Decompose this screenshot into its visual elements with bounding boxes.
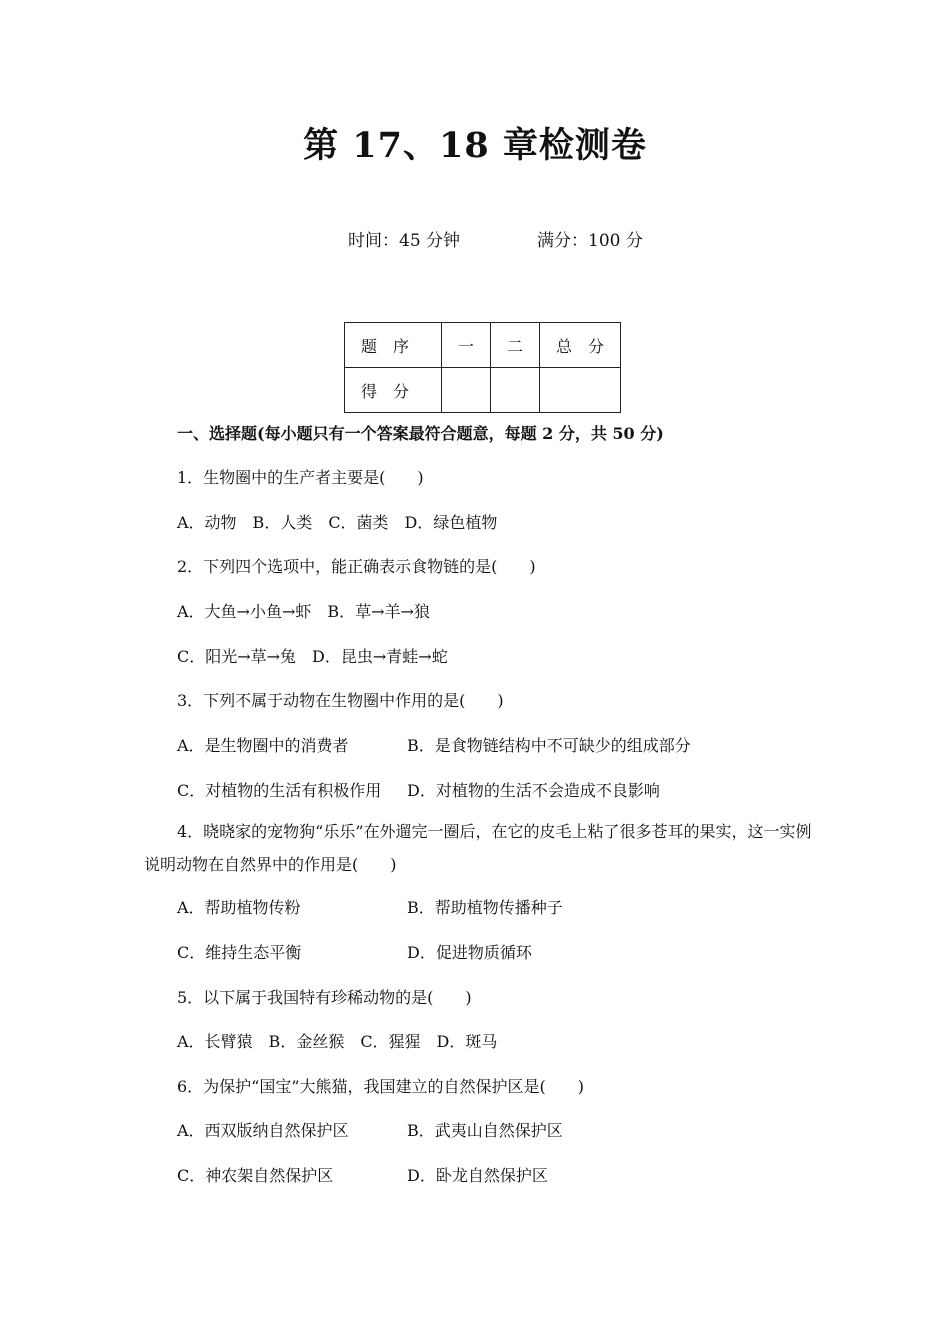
question-6-option-a: A．西双版纳自然保护区 (177, 1121, 349, 1140)
score-table-header-cell: 总 分 (540, 323, 621, 368)
question-3-option-a: A．是生物圈中的消费者 (177, 736, 349, 755)
score-table-score-row (345, 368, 621, 413)
question-3-option-d: D．对植物的生活不会造成不良影响 (407, 781, 660, 800)
question-4-option-b: B．帮助植物传播种子 (407, 898, 563, 917)
question-6-option-c: C．神农架自然保护区 (177, 1166, 334, 1185)
score-table-header-cell: 二 (491, 323, 540, 368)
question-2-stem: 2．下列四个选项中，能正确表示食物链的是( ) (177, 557, 536, 576)
question-2-options-ab: A．大鱼→小鱼→虾 B．草→羊→狼 (177, 602, 430, 621)
question-3-stem: 3．下列不属于动物在生物圈中作用的是( ) (177, 691, 504, 710)
question-1-options: A．动物 B．人类 C．菌类 D．绿色植物 (177, 513, 498, 532)
score-cell-total[interactable] (540, 368, 621, 413)
question-1-stem: 1．生物圈中的生产者主要是( ) (177, 468, 424, 487)
question-4-option-a: A．帮助植物传粉 (177, 898, 301, 917)
question-5-stem: 5．以下属于我国特有珍稀动物的是( ) (177, 988, 472, 1007)
score-cell-part2[interactable] (491, 368, 540, 413)
question-6-option-d: D．卧龙自然保护区 (407, 1166, 548, 1185)
question-4-stem: 4．晓晓家的宠物狗“乐乐”在外遛完一圈后，在它的皮毛上粘了很多苍耳的果实，这一实例说明动物在自然界中的作用是( ) (144, 822, 812, 874)
question-3-option-b: B．是食物链结构中不可缺少的组成部分 (407, 736, 691, 755)
score-table-header-row (345, 323, 621, 368)
score-table (344, 322, 621, 413)
score-cell-part1[interactable] (442, 368, 491, 413)
question-3-option-c: C．对植物的生活有积极作用 (177, 781, 382, 800)
page-title: 第 17、18 章检测卷 (303, 125, 647, 166)
time-limit: 时间：45 分钟 (348, 231, 461, 251)
question-6-stem: 6．为保护“国宝”大熊猫，我国建立的自然保护区是( ) (177, 1077, 585, 1096)
question-4-option-d: D．促进物质循环 (407, 943, 532, 962)
score-row-label: 得 分 (345, 368, 442, 413)
question-6-option-b: B．武夷山自然保护区 (407, 1121, 563, 1140)
full-score: 满分：100 分 (537, 231, 643, 251)
question-5-options: A．长臂猿 B．金丝猴 C．猩猩 D．斑马 (177, 1032, 498, 1051)
score-table-header-cell: 一 (442, 323, 491, 368)
question-4-option-c: C．维持生态平衡 (177, 943, 302, 962)
question-2-options-cd: C．阳光→草→兔 D．昆虫→青蛙→蛇 (177, 647, 448, 666)
section-heading: 一、选择题(每小题只有一个答案最符合题意，每题 2 分，共 50 分) (177, 424, 664, 443)
score-table-header-cell: 题 序 (345, 323, 442, 368)
